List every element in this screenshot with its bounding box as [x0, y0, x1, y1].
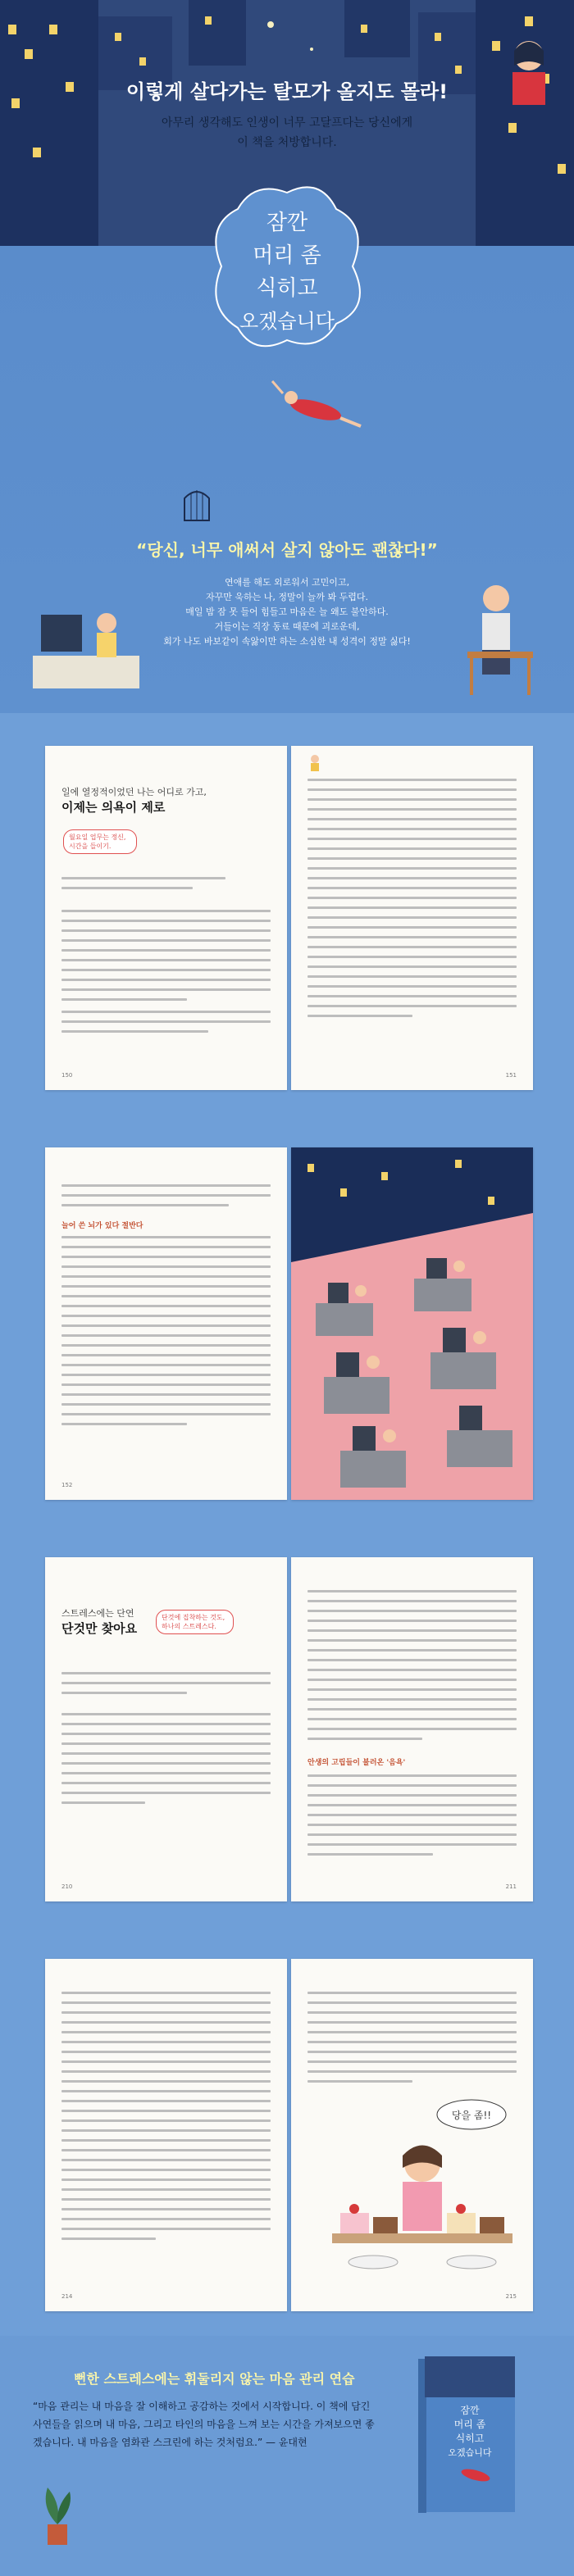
book-cover-image: [410, 2352, 525, 2516]
page-number: 211: [505, 1883, 517, 1890]
hero-body-line: 거들이는 직장 동료 때문에 괴로운데,: [214, 621, 360, 632]
speech-bubble-text: 당을 좀!!: [451, 2110, 492, 2121]
hero-body-line: 연애를 해도 외로워서 고민이고,: [224, 577, 350, 588]
hero-subtitle-line: 이 책을 처방합니다.: [237, 136, 337, 149]
left-page: [45, 1557, 287, 1901]
hero-body-line: 자꾸만 욱하는 나, 정말이 늘까 봐 두렵다.: [206, 592, 368, 602]
footer-quote-line: 겠습니다. 내 마음을 염화관 스크린에 하는 것처럼요.” — 윤대현: [33, 2437, 308, 2448]
hero-body-line: 회가 나도 바보같이 속앓이만 하는 소심한 내 성격이 정말 싫다!: [163, 636, 411, 647]
chapter-heading: [61, 785, 207, 816]
right-page-illustration: [291, 1147, 533, 1500]
book-title-line: 식히고: [455, 2433, 485, 2444]
book-spread-3: [0, 1524, 574, 1926]
chapter-callout: 단것에 집착하는 것도, 하나의 스트레스다.: [156, 1610, 234, 1634]
book-title-line: 머리 좀: [453, 2419, 486, 2430]
left-page: [45, 1959, 287, 2311]
book-spread-2: [0, 1115, 574, 1524]
chapter-title: 이제는 의욕이 제로: [61, 800, 166, 815]
dessert-eating-illustration: [324, 2090, 521, 2295]
body-lines: [308, 1774, 517, 1863]
footer-section: [0, 2336, 574, 2576]
page-number: 214: [61, 2293, 73, 2300]
book-title-line: 잠깐: [460, 2405, 480, 2416]
footer-title: 뻔한 스트레스에는 휘둘리지 않는 마음 관리 연습: [74, 2371, 355, 2387]
section-heading: 늘어 쓴 뇌가 있다 절반다: [61, 1222, 144, 1230]
sitting-person-illustration: [459, 574, 541, 697]
hero-body: [123, 575, 451, 649]
page-number: 151: [505, 1072, 517, 1079]
book-title-cloud: [205, 176, 369, 357]
hero-banner: 이렇게 살다가는 탈모가 올지도 몰라!: [125, 80, 449, 103]
body-lines: [61, 910, 271, 1040]
left-page: [45, 1147, 287, 1500]
birdcage-icon: [180, 484, 213, 525]
body-lines: [61, 1184, 271, 1214]
hero-quote: “당신, 너무 애써서 살지 않아도 괜찮다!”: [136, 540, 438, 560]
book-spread-1: [0, 713, 574, 1115]
chapter-callout: 월요일 업무는 정신, 시간을 들이기.: [63, 829, 137, 854]
footer-quote: [33, 2397, 377, 2451]
profile-lines: [61, 877, 226, 897]
body-lines: [308, 1992, 517, 2090]
profile-lines: [61, 1672, 271, 1701]
right-page: [291, 1959, 533, 2311]
title-line: 오겠습니다: [239, 310, 335, 333]
worried-person-illustration: [500, 33, 558, 107]
chapter-heading: [61, 1606, 137, 1637]
title-line: 머리 좀: [253, 243, 321, 268]
page-number: 152: [61, 1482, 73, 1488]
page-number: 215: [505, 2293, 517, 2300]
body-lines: [61, 1236, 271, 1433]
body-lines: [308, 1590, 517, 1747]
footer-quote-line: 사연들을 읽으며 내 마음, 그리고 타인의 마음을 느껴 보는 시간을 가져보으면 좋: [33, 2419, 375, 2430]
page-number: 210: [61, 1883, 73, 1890]
plant-icon: [33, 2483, 82, 2549]
chapter-title: 단것만 찾아요: [61, 1621, 138, 1636]
hero-subtitle: [90, 113, 484, 152]
floating-person-illustration: [271, 373, 369, 438]
office-illustration: [291, 1147, 533, 1500]
left-page: [45, 746, 287, 1090]
body-lines: [61, 1992, 271, 2247]
hero-subtitle-line: 아무리 생각해도 인생이 너무 고달프다는 당신에게: [161, 116, 413, 129]
page-number: 150: [61, 1072, 73, 1079]
book-spread-4: [0, 1926, 574, 2336]
book-title-line: 오겠습니다: [448, 2447, 492, 2458]
chapter-subtitle: 일에 열정적이었던 나는 어디로 가고,: [61, 787, 207, 797]
chapter-subtitle: 스트레스에는 단연: [61, 1608, 134, 1619]
right-page: [291, 746, 533, 1090]
section-heading: 안생의 고립들이 불러온 '음욕': [308, 1759, 406, 1767]
title-line: 식히고: [256, 276, 318, 301]
body-lines: [308, 779, 517, 1024]
right-page: [291, 1557, 533, 1901]
body-lines: [61, 1713, 271, 1811]
small-person-icon: [308, 754, 322, 772]
title-line: 잠깐: [266, 211, 308, 235]
hero-section: [0, 0, 574, 713]
hero-body-line: 매일 밤 잠 못 들어 힘들고 마음은 늘 왜도 불안하다.: [185, 607, 389, 617]
footer-quote-line: “마음 관리는 내 마음을 잘 이해하고 공감하는 것에서 시작합니다. 이 책에 담긴: [33, 2401, 371, 2412]
